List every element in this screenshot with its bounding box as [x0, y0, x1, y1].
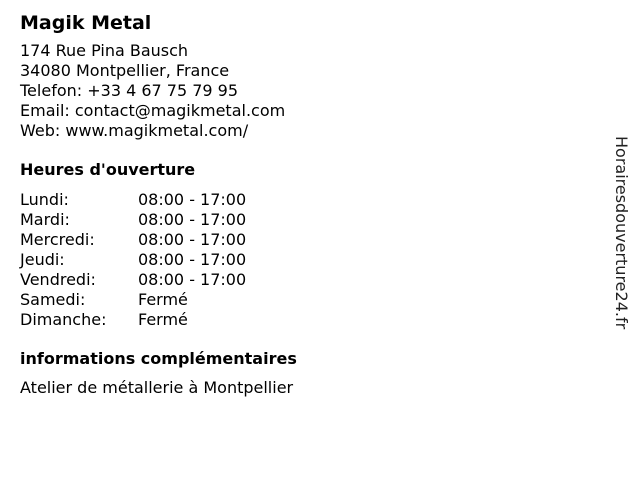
- hours-day: Dimanche:: [20, 310, 107, 329]
- hours-row-jeudi: [20, 250, 600, 270]
- hours-day: Samedi:: [20, 290, 86, 309]
- business-name: Magik Metal: [20, 12, 152, 34]
- phone-line: Telefon: +33 4 67 75 79 95: [20, 81, 239, 100]
- additional-info-text: Atelier de métallerie à Montpellier: [20, 378, 294, 397]
- address-city: 34080 Montpellier, France: [20, 61, 230, 80]
- opening-hours-table: [20, 190, 600, 330]
- hours-time: 08:00 - 17:00: [138, 270, 247, 289]
- hours-day: Mercredi:: [20, 230, 95, 249]
- hours-time: Fermé: [138, 310, 188, 329]
- hours-day: Jeudi:: [20, 250, 65, 269]
- email-line: Email: contact@magikmetal.com: [20, 101, 286, 120]
- hours-row-mercredi: [20, 230, 600, 250]
- website-line: Web: www.magikmetal.com/: [20, 121, 249, 140]
- hours-row-samedi: [20, 290, 600, 310]
- opening-hours-heading: Heures d'ouverture: [20, 160, 196, 179]
- hours-row-vendredi: [20, 270, 600, 290]
- hours-day: Vendredi:: [20, 270, 96, 289]
- site-watermark: Horairesdouverture24.fr: [612, 136, 631, 330]
- hours-day: Mardi:: [20, 210, 70, 229]
- hours-row-dimanche: [20, 310, 600, 330]
- hours-day: Lundi:: [20, 190, 69, 209]
- additional-info-heading: informations complémentaires: [20, 349, 297, 368]
- contact-block: [20, 41, 600, 141]
- hours-time: 08:00 - 17:00: [138, 230, 247, 249]
- hours-time: 08:00 - 17:00: [138, 190, 247, 209]
- hours-row-lundi: [20, 190, 600, 210]
- hours-time: 08:00 - 17:00: [138, 210, 247, 229]
- hours-time: 08:00 - 17:00: [138, 250, 247, 269]
- hours-row-mardi: [20, 210, 600, 230]
- business-card: [20, 11, 600, 398]
- address-street: 174 Rue Pina Bausch: [20, 41, 189, 60]
- hours-time: Fermé: [138, 290, 188, 309]
